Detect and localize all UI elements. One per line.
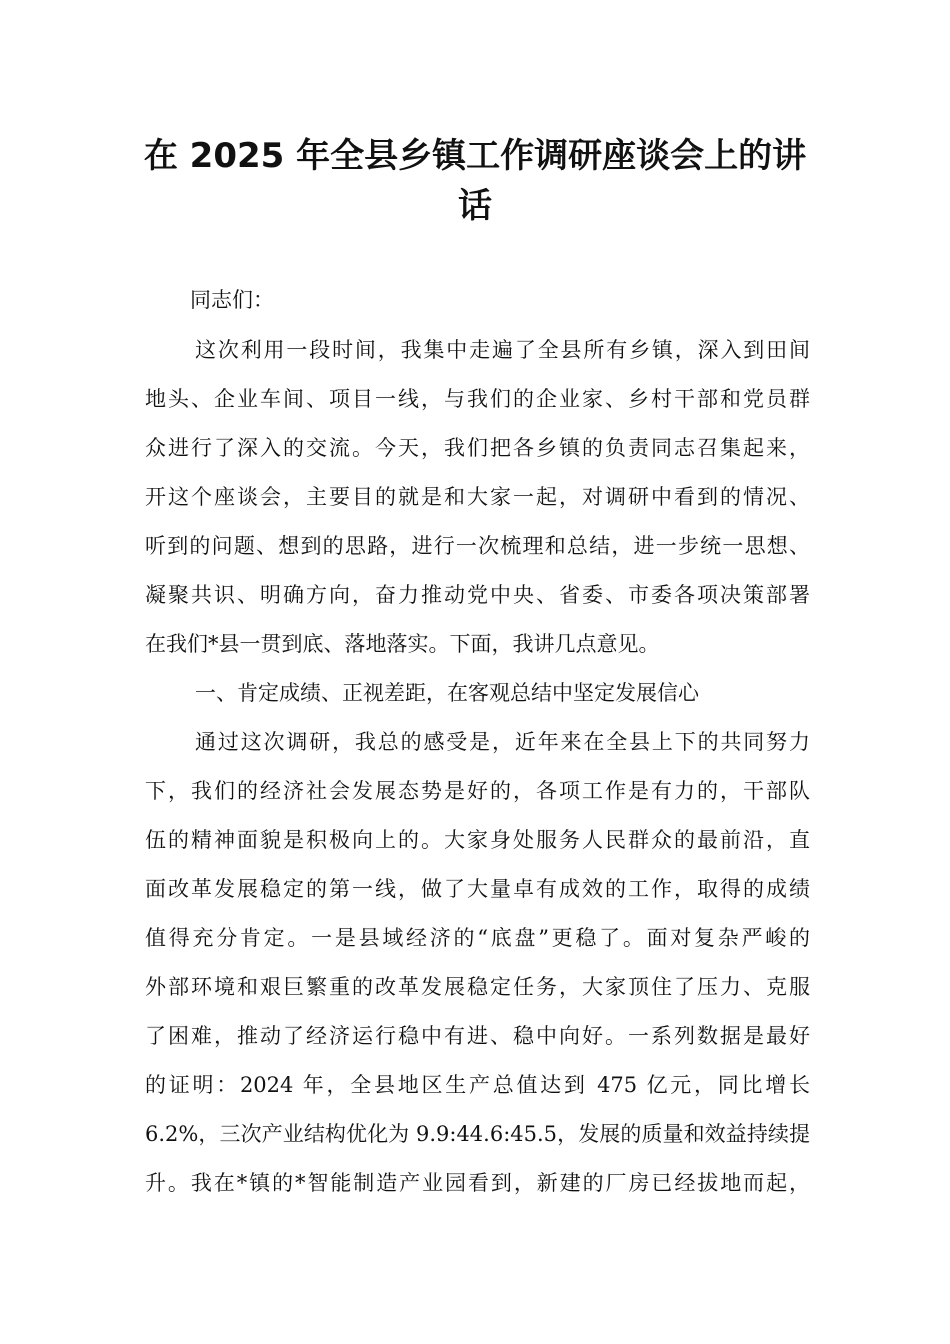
paragraph-1-line: 众进行了深入的交流。今天，我们把各乡镇的负责同志召集起来， [145,436,810,460]
salutation: 同志们： [190,288,274,312]
document-title-line-2: 话 [458,186,492,226]
paragraph-2-line: 值得充分肯定。一是县域经济的“底盘”更稳了。面对复杂严峻的 [145,926,810,950]
paragraph-2-line: 6.2%，三次产业结构优化为 9.9:44.6:45.5，发展的质量和效益持续提 [145,1122,810,1146]
section-heading-1: 一、肯定成绩、正视差距，在客观总结中坚定发展信心 [195,681,699,705]
paragraph-2-line: 升。我在*镇的*智能制造产业园看到，新建的厂房已经拔地而起， [145,1171,810,1195]
paragraph-1-line: 听到的问题、想到的思路，进行一次梳理和总结，进一步统一思想、 [145,534,810,558]
paragraph-1-line: 开这个座谈会，主要目的就是和大家一起，对调研中看到的情况、 [145,485,810,509]
paragraph-2-line: 伍的精神面貌是积极向上的。大家身处服务人民群众的最前沿，直 [145,828,810,852]
paragraph-2-line: 外部环境和艰巨繁重的改革发展稳定任务，大家顶住了压力、克服 [145,975,810,999]
paragraph-2-line: 面改革发展稳定的第一线，做了大量卓有成效的工作，取得的成绩 [145,877,810,901]
paragraph-1-line: 地头、企业车间、项目一线，与我们的企业家、乡村干部和党员群 [145,387,810,411]
paragraph-2-line: 通过这次调研，我总的感受是，近年来在全县上下的共同努力 [195,730,810,754]
paragraph-1-line: 凝聚共识、明确方向，奋力推动党中央、省委、市委各项决策部署 [145,583,810,607]
paragraph-2-line: 了困难，推动了经济运行稳中有进、稳中向好。一系列数据是最好 [145,1024,810,1048]
paragraph-1-line: 在我们*县一贯到底、落地落实。下面，我讲几点意见。 [145,632,660,656]
paragraph-2-line: 下，我们的经济社会发展态势是好的，各项工作是有力的，干部队 [145,779,810,803]
paragraph-2-line: 的证明：2024 年，全县地区生产总值达到 475 亿元，同比增长 [145,1073,810,1097]
document-title-line-1: 在 2025 年全县乡镇工作调研座谈会上的讲 [143,136,807,176]
paragraph-1-line: 这次利用一段时间，我集中走遍了全县所有乡镇，深入到田间 [195,338,810,362]
